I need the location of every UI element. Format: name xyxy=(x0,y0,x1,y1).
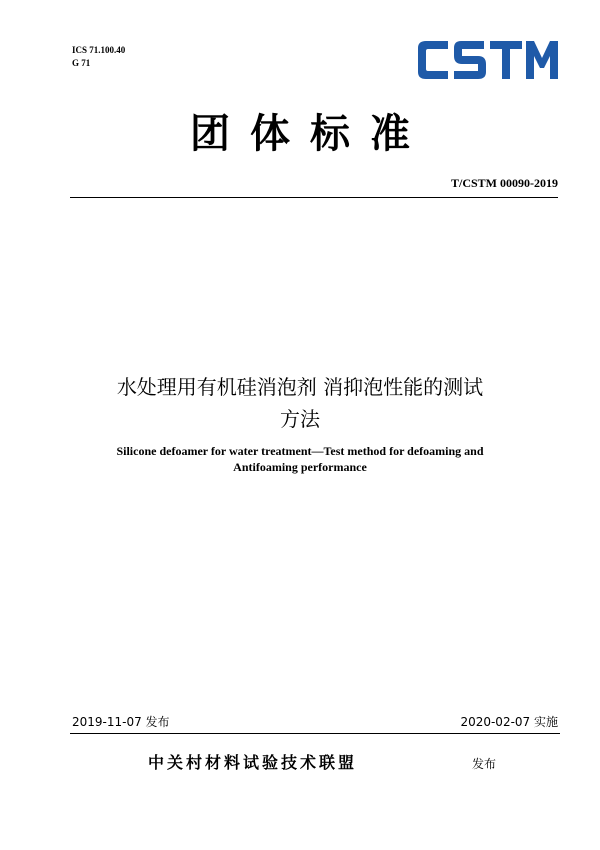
logo-letter-s xyxy=(454,41,486,79)
chinese-title xyxy=(40,371,560,435)
english-title xyxy=(60,443,540,475)
issue-date: 2019-11-07 发布 xyxy=(72,715,170,729)
issuing-organization: 中关村材料试验技术联盟 xyxy=(148,753,358,772)
main-title: 团体标准 xyxy=(190,111,430,157)
cstm-logo xyxy=(414,36,560,84)
english-title-line-1: Silicone defoamer for water treatment—Test method for defoaming and xyxy=(116,444,484,458)
logo-letter-c xyxy=(418,41,448,79)
english-title-line-2: Antifoaming performance xyxy=(233,460,367,474)
logo-letter-t xyxy=(490,41,522,79)
ccs-code: G 71 xyxy=(72,58,91,68)
bottom-divider xyxy=(70,733,560,734)
implementation-date: 2020-02-07 实施 xyxy=(460,715,558,729)
standard-code: T/CSTM 00090-2019 xyxy=(450,176,558,190)
ics-code: ICS 71.100.40 xyxy=(72,45,126,55)
logo-letter-m xyxy=(526,41,558,79)
publish-label: 发布 xyxy=(472,757,497,771)
chinese-title-line-1: 水处理用有机硅消泡剂 消抑泡性能的测试 xyxy=(116,375,484,399)
top-divider xyxy=(70,197,558,198)
chinese-title-line-2: 方法 xyxy=(280,407,320,431)
